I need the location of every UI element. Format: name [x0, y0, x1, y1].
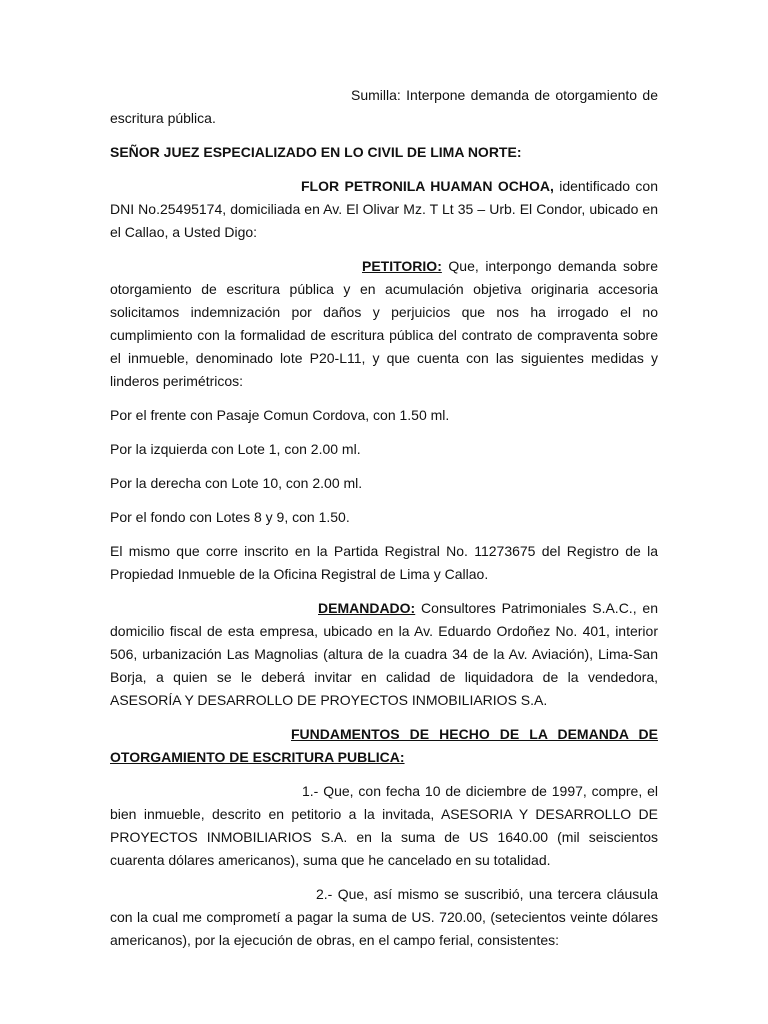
plaintiff-name: FLOR PETRONILA HUAMAN OCHOA, — [301, 178, 554, 194]
boundary-back: Por el fondo con Lotes 8 y 9, con 1.50. — [110, 509, 350, 525]
document-body — [110, 84, 658, 963]
demandado-heading: DEMANDADO: — [318, 600, 416, 616]
petitorio-heading: PETITORIO: — [362, 258, 442, 274]
boundary-left: Por la izquierda con Lote 1, con 2.00 ml. — [110, 441, 361, 457]
petitorio-text: Que, interpongo demanda sobre otorgamiento de escritura pública y en acumulación objetiva originaria accesoria solicitamos indemnización por daños y perjuicios que nos ha irrogado el no cumplimiento con la formalidad de escritura pública del contrato de compraventa sobre el inmueble, denominado lote P20-L11, y que cuenta con las siguientes medidas y linderos perimétricos: — [110, 258, 658, 389]
fact-point-1: 1.- Que, con fecha 10 de diciembre de 1997, compre, el bien inmueble, descrito en petitorio a la invitada, ASESORIA Y DESARROLLO DE PROYECTOS INMOBILIARIOS S.A. en la suma de US 1640.00 (mil seiscientos cuarenta dólares americanos), suma que he cancelado en su totalidad. — [110, 783, 658, 868]
petitorio-paragraph — [110, 255, 658, 393]
demandado-text: Consultores Patrimoniales S.A.C., en domicilio fiscal de esta empresa, ubicado en la Av. Eduardo Ordoñez No. 401, interior 506, urbanización Las Magnolias (altura de la cuadra 34 de la Av. Aviación), Lima-San Borja, a quien se le deberá invitar en calidad de liquidadora de la vendedora, ASESORÍA Y DESARROLLO DE PROYECTOS INMOBILIARIOS S.A. — [110, 600, 658, 708]
fundamentos-heading: FUNDAMENTOS DE HECHO DE LA DEMANDA DE OTORGAMIENTO DE ESCRITURA PUBLICA: — [110, 726, 658, 765]
boundary-right: Por la derecha con Lote 10, con 2.00 ml. — [110, 475, 363, 491]
sumilla: Sumilla: Interpone demanda de otorgamiento de escritura pública. — [110, 87, 658, 126]
fact-point-2: 2.- Que, así mismo se suscribió, una tercera cláusula con la cual me comprometí a pagar la suma de US. 720.00, (setecientos veinte dólares americanos), por la ejecución de obras, en el campo ferial, consistentes: — [110, 886, 658, 948]
plaintiff-paragraph — [110, 175, 658, 244]
addressee: SEÑOR JUEZ ESPECIALIZADO EN LO CIVIL DE LIMA NORTE: — [110, 144, 522, 160]
boundary-front: Por el frente con Pasaje Comun Cordova, con 1.50 ml. — [110, 407, 450, 423]
demandado-paragraph — [110, 597, 658, 712]
registry-paragraph: El mismo que corre inscrito en la Partida Registral No. 11273675 del Registro de la Propiedad Inmueble de la Oficina Registral de Lima y Callao. — [110, 543, 658, 582]
plaintiff-text: identificado con DNI No.25495174, domiciliada en Av. El Olivar Mz. T Lt 35 – Urb. El Condor, ubicado en el Callao, a Usted Digo: — [110, 178, 659, 240]
